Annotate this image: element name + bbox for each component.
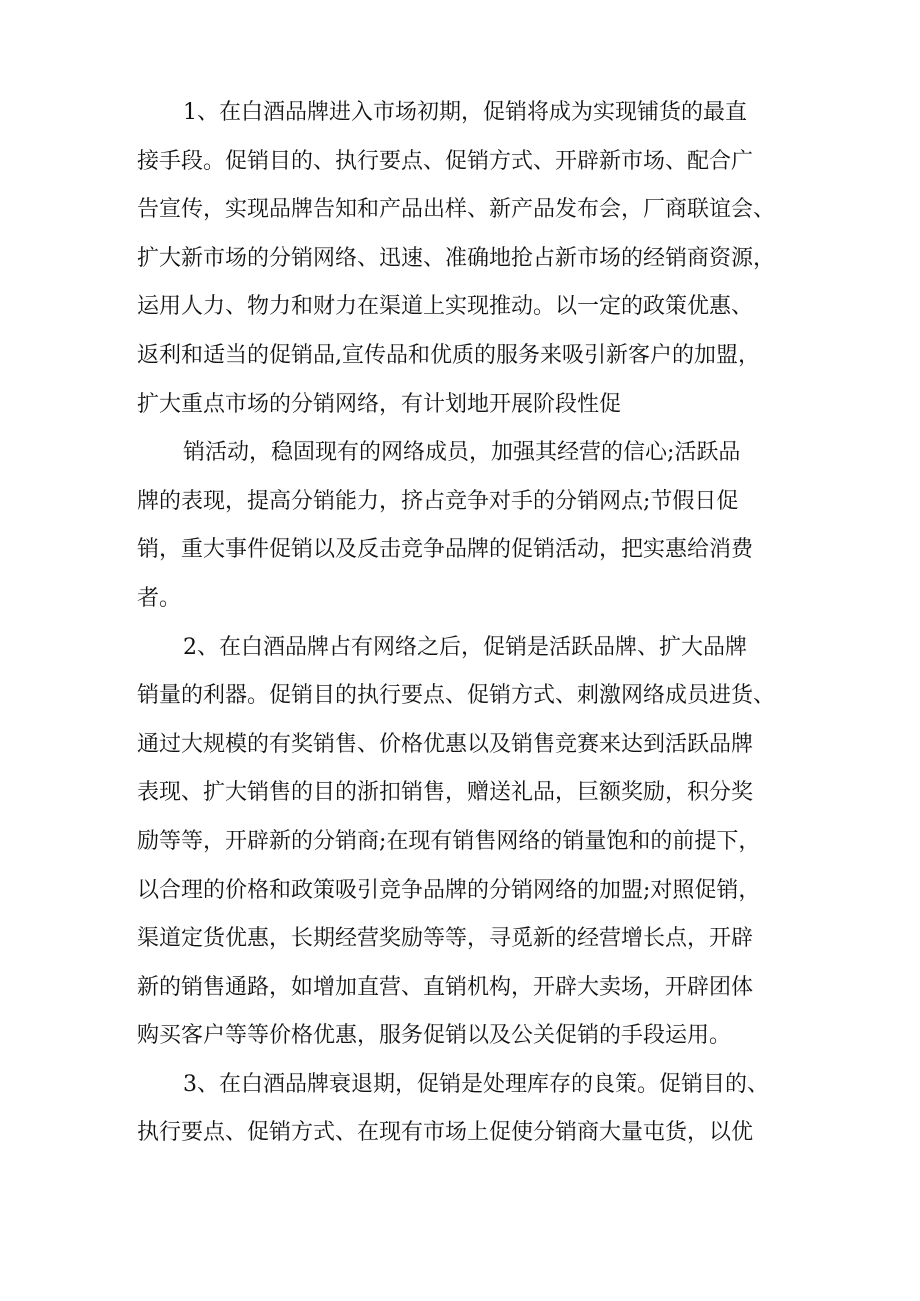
text-line: 2、在白酒品牌占有网络之后，促销是活跃品牌、扩大品牌 (183, 634, 747, 660)
text-line: 者。 (137, 585, 182, 611)
text-line: 3、在白酒品牌衰退期，促销是处理库存的良策。促销目的、 (183, 1071, 769, 1097)
text-line: 购买客户等等价格优惠，服务促销以及公关促销的手段运用。 (137, 1023, 732, 1049)
text-line: 表现、扩大销售的目的浙扣销售，赠送礼品，巨额奖励，积分奖 (137, 780, 754, 806)
text-line: 通过大规模的有奖销售、价格优惠以及销售竞赛来达到活跃品牌 (137, 731, 754, 757)
text-line: 销活动，稳固现有的网络成员，加强其经营的信心;活跃品 (183, 440, 741, 466)
text-line: 运用人力、物力和财力在渠道上实现推动。以一定的政策优惠、 (137, 294, 754, 320)
text-line: 告宣传，实现品牌告知和产品出样、新产品发布会，厂商联谊会、 (137, 197, 776, 223)
text-line: 扩大新市场的分销网络、迅速、准确地抢占新市场的经销商资源， (137, 245, 776, 271)
text-line: 执行要点、促销方式、在现有市场上促使分销商大量屯货，以优 (137, 1120, 754, 1146)
text-line: 渠道定货优惠，长期经营奖励等等，寻觅新的经营增长点，开辟 (137, 926, 754, 952)
paragraph-4 (137, 1061, 809, 1158)
text-line: 返利和适当的促销品,宣传品和优质的服务来吸引新客户的加盟， (137, 342, 760, 368)
text-line: 励等等，开辟新的分销商;在现有销售网络的销量饱和的前提下， (137, 828, 761, 854)
document-body (137, 89, 809, 1158)
text-line: 销量的利器。促销目的执行要点、促销方式、刺激网络成员进货、 (137, 683, 776, 709)
text-line: 1、在白酒品牌进入市场初期，促销将成为实现铺货的最直 (183, 100, 747, 125)
text-line: 扩大重点市场的分销网络，有计划地开展阶段性促 (137, 391, 622, 417)
text-line: 牌的表现，提高分销能力，挤占竞争对手的分销网点;节假日促 (137, 488, 739, 514)
text-line: 以合理的价格和政策吸引竞争品牌的分销网络的加盟;对照促销， (137, 877, 761, 903)
paragraph-2 (137, 429, 809, 623)
paragraph-1 (137, 89, 809, 429)
text-line: 接手段。促销目的、执行要点、促销方式、开辟新市场、配合广 (137, 148, 754, 174)
paragraph-3 (137, 624, 809, 1061)
text-line: 新的销售通路，如增加直营、直销机构，开辟大卖场，开辟团体 (137, 974, 754, 1000)
text-line: 销，重大事件促销以及反击竞争品牌的促销活动，把实惠给消费 (137, 537, 754, 563)
